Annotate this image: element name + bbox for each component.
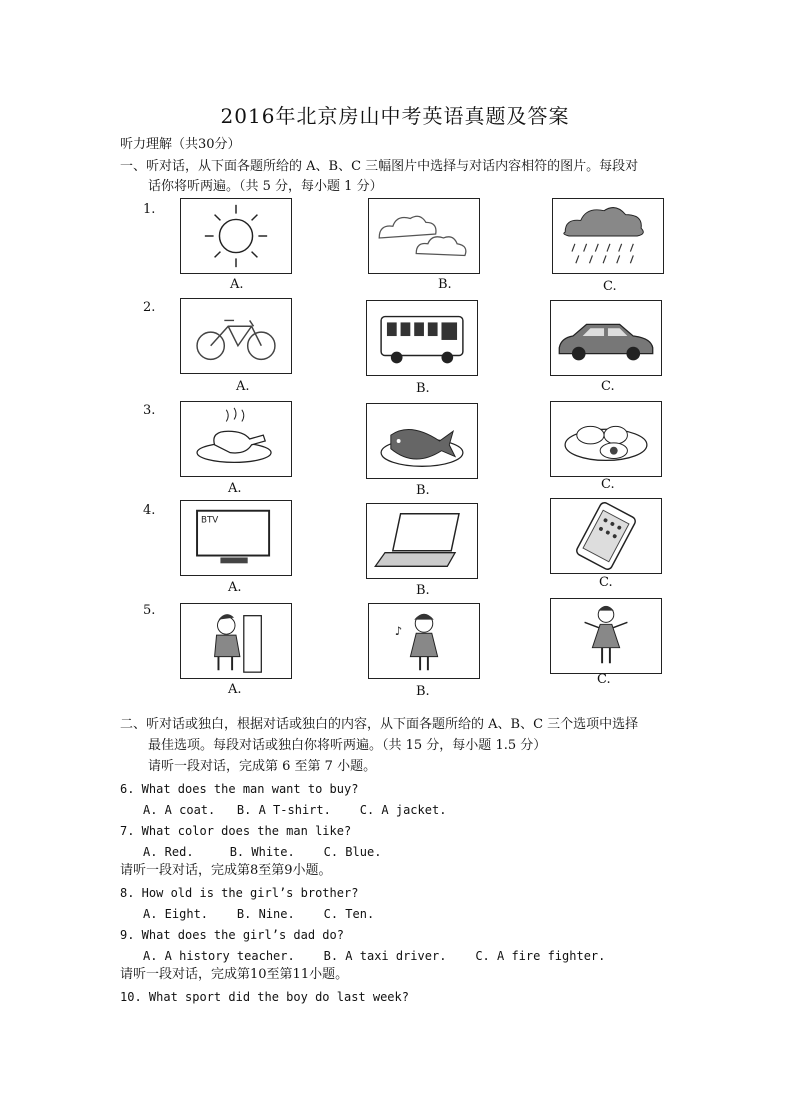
listening-intro: 请听一段对话，完成第 6 至第 7 小题。 bbox=[148, 759, 377, 774]
page-title: 2016年北京房山中考英语真题及答案 bbox=[220, 104, 570, 128]
question-9: 9. What does the girl’s dad do? bbox=[120, 928, 344, 942]
svg-text:♪: ♪ bbox=[394, 624, 403, 639]
section-heading: 听力理解（共30分） bbox=[120, 137, 241, 152]
option-label: B. bbox=[416, 483, 430, 498]
question-9-options: A. A history teacher. B. A taxi driver. C. A fire fighter. bbox=[143, 949, 606, 963]
girl-piano-icon[interactable] bbox=[180, 603, 292, 679]
question-number: 3. bbox=[143, 403, 156, 418]
phone-icon[interactable] bbox=[550, 498, 662, 574]
question-number: 4. bbox=[143, 503, 156, 518]
girl-singing-icon[interactable] bbox=[368, 603, 480, 679]
listening-intro: 请听一段对话，完成第10至第11小题。 bbox=[120, 967, 349, 982]
question-number: 1. bbox=[143, 202, 156, 217]
part1-heading: 一、听对话，从下面各题所给的 A、B、C 三幅图片中选择与对话内容相符的图片。每段对 bbox=[120, 159, 639, 174]
option-label: C. bbox=[599, 575, 613, 590]
laptop-icon[interactable] bbox=[366, 503, 478, 579]
bus-icon[interactable] bbox=[366, 300, 478, 376]
question-10: 10. What sport did the boy do last week? bbox=[120, 990, 409, 1004]
option-label: B. bbox=[416, 684, 430, 699]
car-icon[interactable] bbox=[550, 300, 662, 376]
clouds-icon[interactable] bbox=[368, 198, 480, 274]
listening-intro: 请听一段对话，完成第8至第9小题。 bbox=[120, 863, 332, 878]
bicycle-icon[interactable] bbox=[180, 298, 292, 374]
option-label: C. bbox=[597, 672, 611, 687]
question-8: 8. How old is the girl’s brother? bbox=[120, 886, 359, 900]
rain-icon[interactable] bbox=[552, 198, 664, 274]
tv-icon[interactable] bbox=[180, 500, 292, 576]
option-label: A. bbox=[228, 682, 242, 697]
option-label: B. bbox=[416, 381, 430, 396]
option-label: C. bbox=[601, 379, 615, 394]
option-label: B. bbox=[438, 277, 452, 292]
option-label: C. bbox=[603, 279, 617, 294]
question-number: 5. bbox=[143, 603, 156, 618]
question-6: 6. What does the man want to buy? bbox=[120, 782, 359, 796]
eggs-icon[interactable] bbox=[550, 401, 662, 477]
option-label: A. bbox=[236, 379, 250, 394]
option-label: B. bbox=[416, 583, 430, 598]
girl-dancing-icon[interactable] bbox=[550, 598, 662, 674]
question-number: 2. bbox=[143, 300, 156, 315]
sun-icon[interactable] bbox=[180, 198, 292, 274]
part2-heading: 二、听对话或独白，根据对话或独白的内容，从下面各题所给的 A、B、C 三个选项中选择 bbox=[120, 717, 639, 732]
question-7: 7. What color does the man like? bbox=[120, 824, 352, 838]
question-6-options: A. A coat. B. A T-shirt. C. A jacket. bbox=[143, 803, 447, 817]
fish-icon[interactable] bbox=[366, 403, 478, 479]
tv-logo: BTV bbox=[200, 515, 219, 526]
question-8-options: A. Eight. B. Nine. C. Ten. bbox=[143, 907, 375, 921]
option-label: A. bbox=[230, 277, 244, 292]
chicken-icon[interactable] bbox=[180, 401, 292, 477]
option-label: C. bbox=[601, 477, 615, 492]
option-label: A. bbox=[228, 481, 242, 496]
part2-heading-2: 最佳选项。每段对话或独白你将听两遍。（共 15 分，每小题 1.5 分） bbox=[148, 738, 547, 753]
option-label: A. bbox=[228, 580, 242, 595]
part1-heading-2: 话你将听两遍。（共 5 分，每小题 1 分） bbox=[148, 179, 383, 194]
question-7-options: A. Red. B. White. C. Blue. bbox=[143, 845, 382, 859]
